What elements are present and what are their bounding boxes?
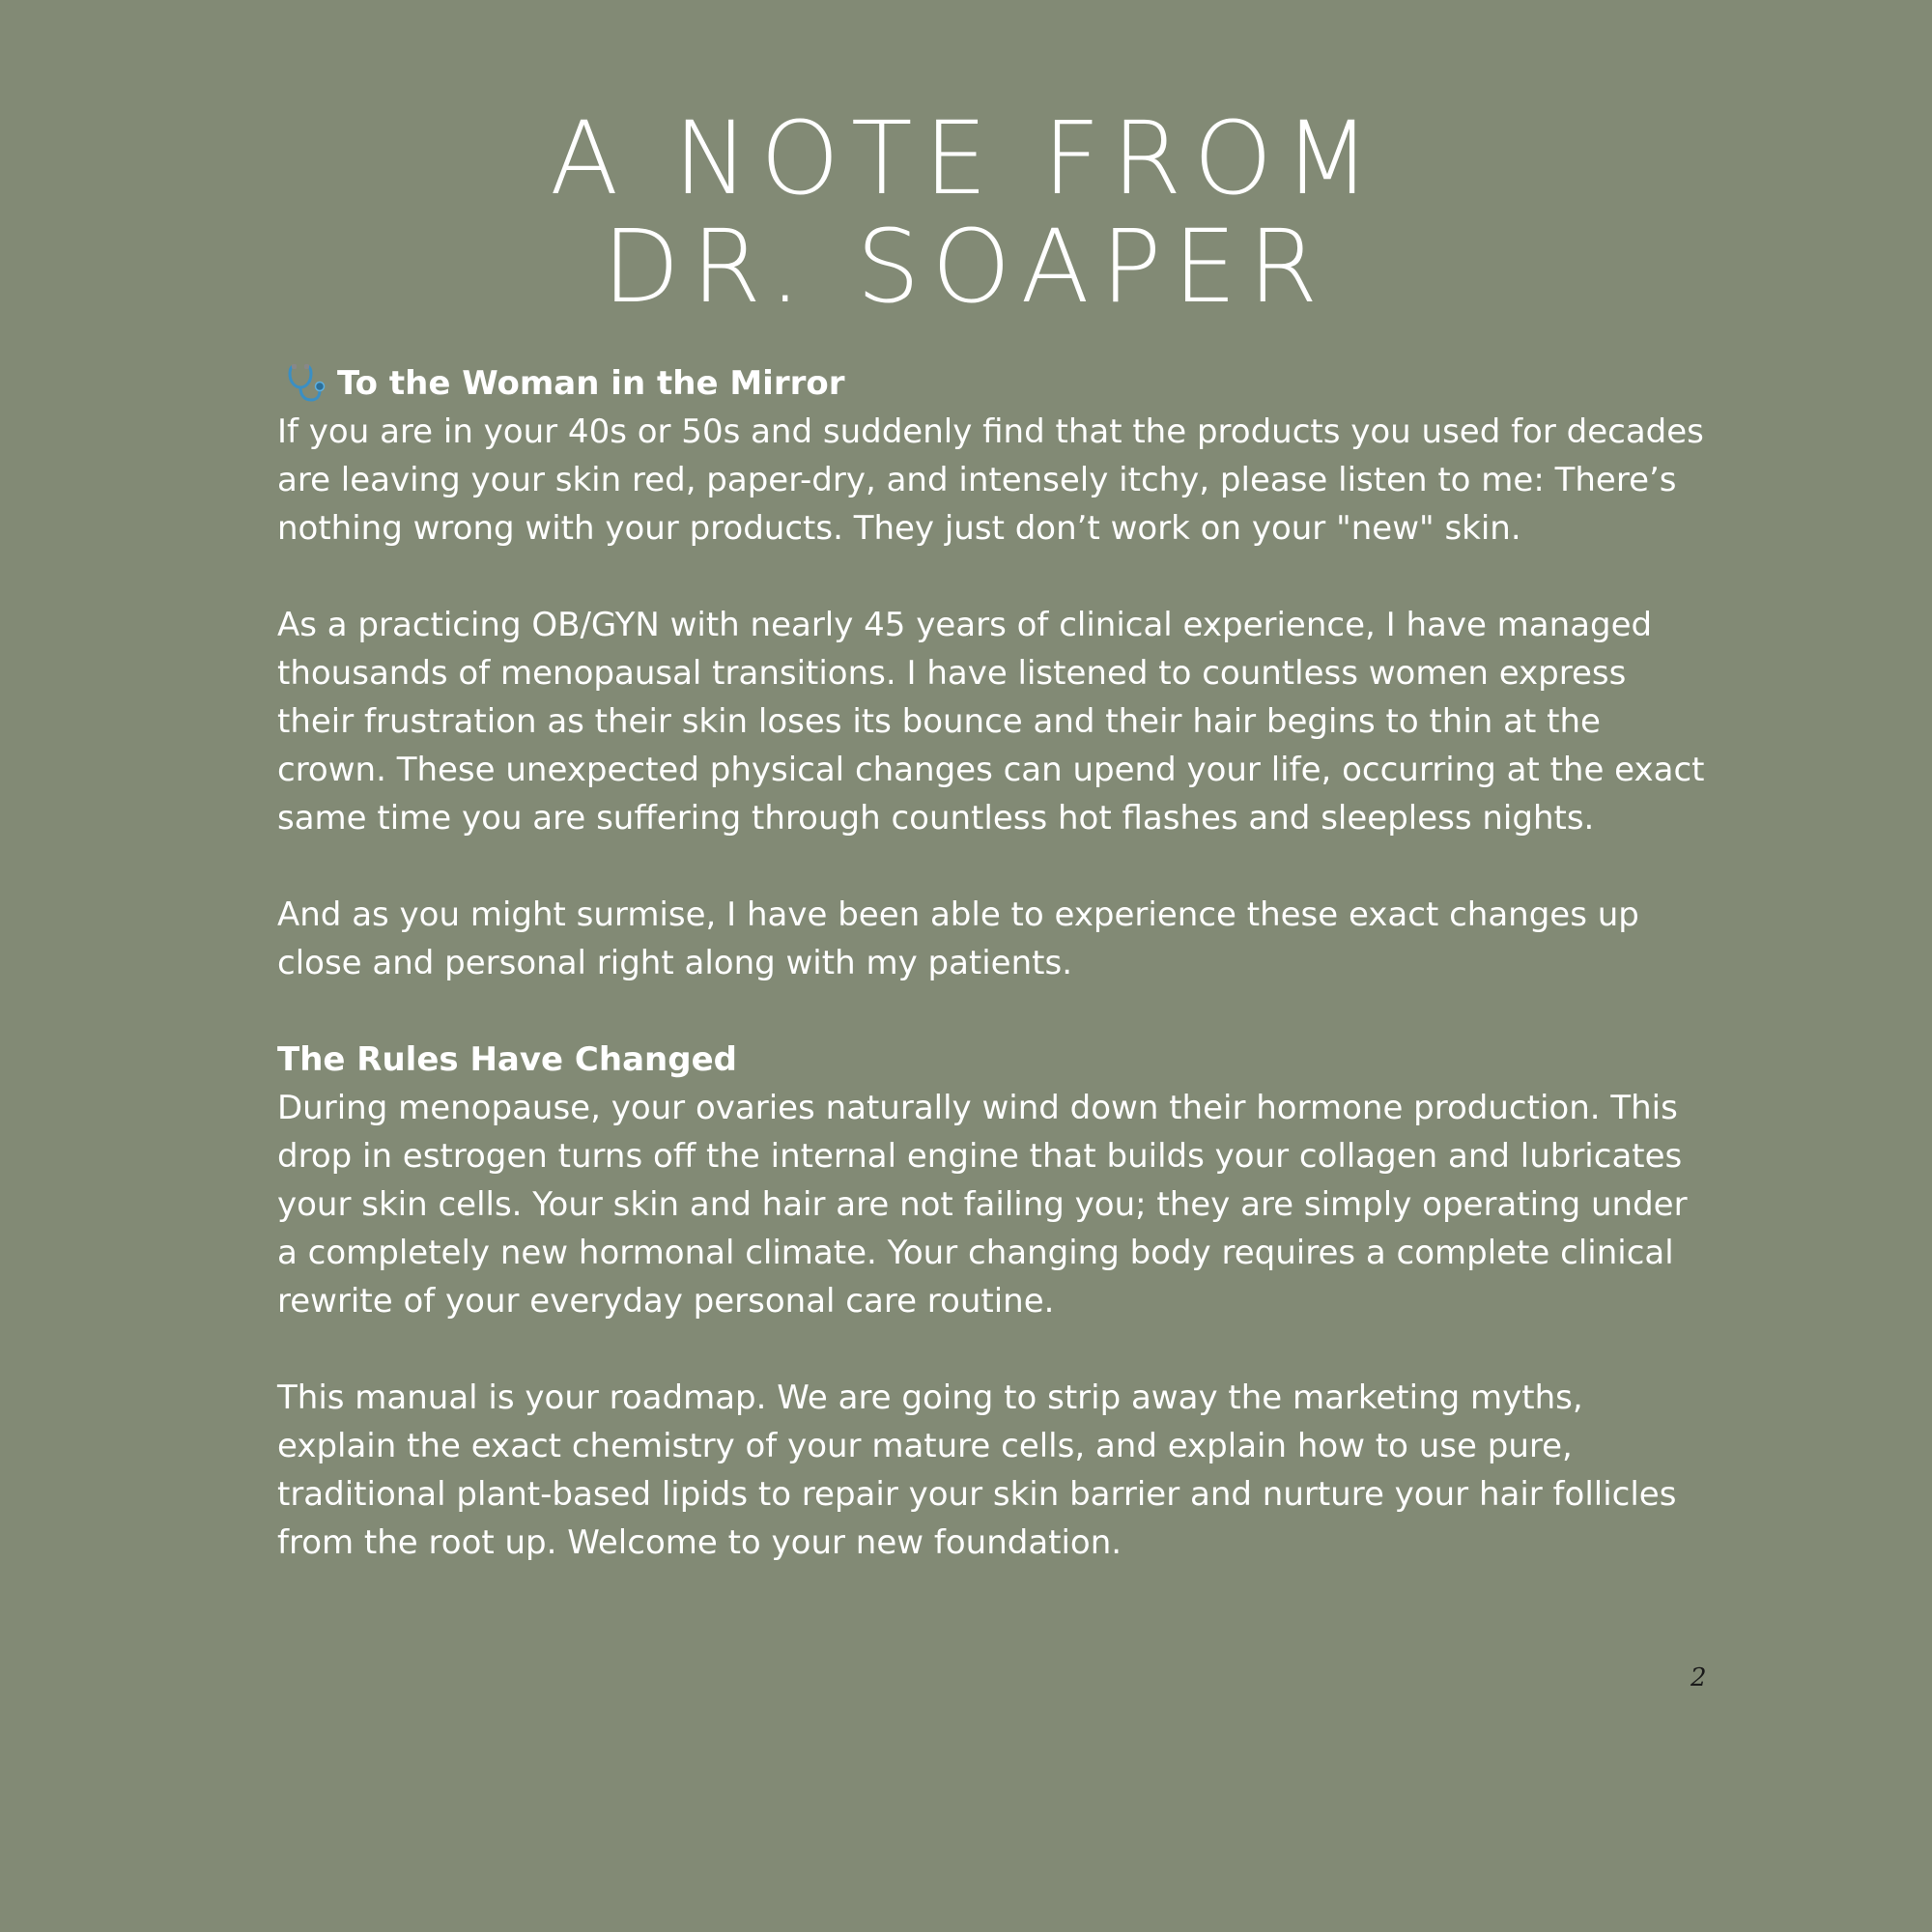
stethoscope-icon <box>285 362 327 405</box>
paragraph: And as you might surmise, I have been able to experience these exact changes up close and personal right along with my patients. <box>277 895 1639 982</box>
page-title-line-2: DR. SOAPER <box>602 208 1330 326</box>
section-heading-woman-in-mirror <box>277 359 1707 408</box>
paragraph-spacer <box>277 987 1707 1036</box>
paragraph: As a practicing OB/GYN with nearly 45 years of clinical experience, I have managed thousands of menopausal transitions. I have listened to countless women express their frustration as their skin loses its bounce and their hair begins to thin at the crown. These unexpected physical changes can upend your life, occurring at the exact same time you are suffering through countless hot flashes and sleepless nights. <box>277 606 1705 838</box>
page-title <box>0 99 1932 326</box>
section-heading-text: To the Woman in the Mirror <box>337 364 845 403</box>
paragraph-spacer <box>277 842 1707 891</box>
paragraph: During menopause, your ovaries naturally wind down their hormone production. This drop in estrogen turns off the internal engine that builds your collagen and lubricates your skin cells. Your skin and hair are not failing you; they are simply operating under a completely new hormonal climate. Your changing body requires a complete clinical rewrite of your everyday personal care routine. <box>277 1089 1688 1321</box>
section-heading-rules-changed <box>277 1036 1707 1084</box>
section-heading-text: The Rules Have Changed <box>277 1040 737 1079</box>
letter-body <box>277 359 1707 1567</box>
paragraph: This manual is your roadmap. We are going to strip away the marketing myths, explain the exact chemistry of your mature cells, and explain how to use pure, traditional plant-based lipids to repair your skin barrier and nurture your hair follicles from the root up. Welcome to your new foundation. <box>277 1378 1677 1562</box>
paragraph-spacer <box>277 553 1707 601</box>
page-title-line-1: A NOTE FROM <box>550 99 1382 217</box>
paragraph-spacer <box>277 1325 1707 1374</box>
paragraph: If you are in your 40s or 50s and suddenly find that the products you used for decades are leaving your skin red, paper-dry, and intensely itchy, please listen to me: There’s nothing wrong with your products. They just don’t work on your "new" skin. <box>277 412 1704 548</box>
page-number: 2 <box>1690 1663 1707 1692</box>
